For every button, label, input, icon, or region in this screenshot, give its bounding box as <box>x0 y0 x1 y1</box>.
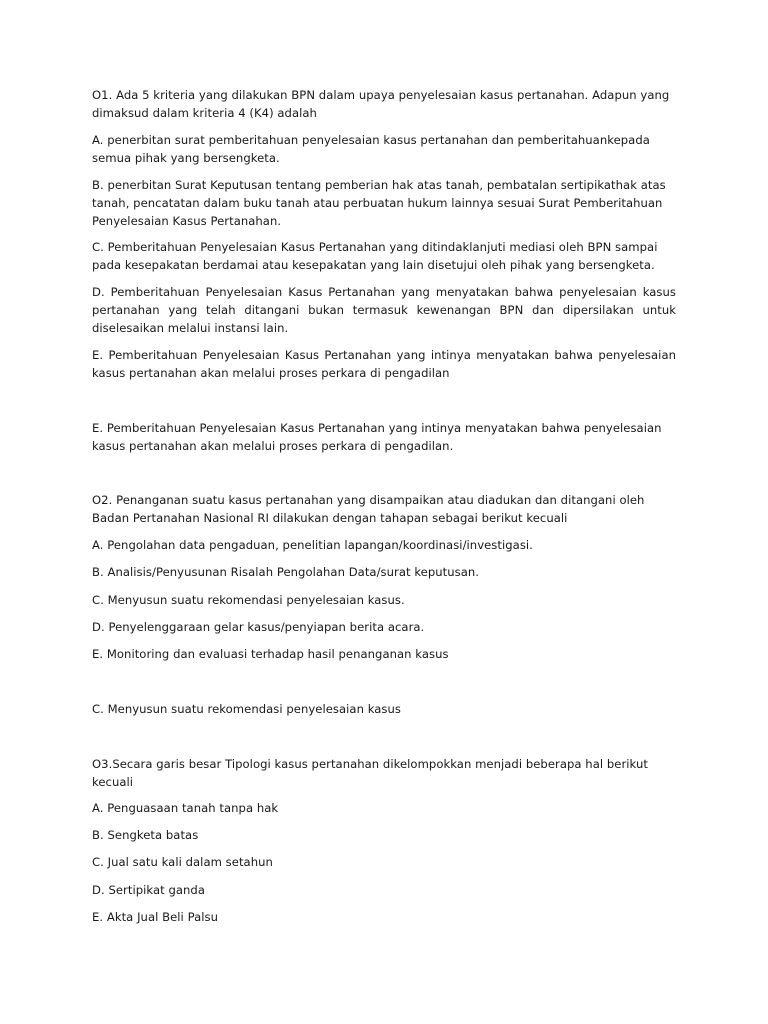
question-2-option-e: E. Monitoring dan evaluasi terhadap hasil penanganan kasus <box>92 647 449 661</box>
question-3-option-e: E. Akta Jual Beli Palsu <box>92 910 219 924</box>
question-3-text: O3.Secara garis besar Tipologi kasus pertanahan dikelompokkan menjadi beberapa hal berikut kecuali <box>92 757 648 790</box>
question-1-option-e: E. Pemberitahuan Penyelesaian Kasus Pertanahan yang intinya menyatakan bahwa penyelesaian kasus pertanahan akan melalui proses perkara di pengadilan <box>92 348 676 381</box>
question-2-answer: C. Menyusun suatu rekomendasi penyelesaian kasus <box>92 702 402 716</box>
question-2-option-a: A. Pengolahan data pengaduan, penelitian lapangan/koordinasi/investigasi. <box>92 538 533 552</box>
question-2-option-c: C. Menyusun suatu rekomendasi penyelesaian kasus. <box>92 593 405 607</box>
question-1-option-c: C. Pemberitahuan Penyelesaian Kasus Pertanahan yang ditindaklanjuti mediasi oleh BPN sampai pada kesepakatan berdamai atau kesepakatan yang lain disetujui oleh pihak yang bersengketa. <box>92 240 658 273</box>
question-3-option-d: D. Sertipikat ganda <box>92 883 205 897</box>
question-1-option-b: B. penerbitan Surat Keputusan tentang pemberian hak atas tanah, pembatalan sertipikathak atas tanah, pencatatan dalam buku tanah atau perbuatan hukum lainnya sesuai Surat Pemberitahuan Penyelesaian Kasus Pertanahan. <box>92 178 666 229</box>
question-1-text: O1. Ada 5 kriteria yang dilakukan BPN dalam upaya penyelesaian kasus pertanahan. Adapun yang dimaksud dalam kriteria 4 (K4) adalah <box>92 88 670 121</box>
question-3-option-b: B. Sengketa batas <box>92 828 199 842</box>
question-3-option-c: C. Jual satu kali dalam setahun <box>92 855 273 869</box>
question-1-option-d: D. Pemberitahuan Penyelesaian Kasus Pertanahan yang menyatakan bahwa penyelesaian kasus pertanahan yang telah ditangani bukan termasuk kewenangan BPN dan dipersilakan untuk diselesaikan melalui instansi lain. <box>92 285 676 336</box>
question-1-answer: E. Pemberitahuan Penyelesaian Kasus Pertanahan yang intinya menyatakan bahwa penyelesaian kasus pertanahan akan melalui proses perkara di pengadilan. <box>92 421 662 454</box>
question-2-option-d: D. Penyelenggaraan gelar kasus/penyiapan berita acara. <box>92 620 425 634</box>
question-2-text: O2. Penanganan suatu kasus pertanahan yang disampaikan atau diadukan dan ditangani oleh Badan Pertanahan Nasional RI dilakukan dengan tahapan sebagai berikut kecuali <box>92 493 645 526</box>
question-1-option-a: A. penerbitan surat pemberitahuan penyelesaian kasus pertanahan dan pemberitahuankepada semua pihak yang bersengketa. <box>92 133 650 166</box>
question-2-option-b: B. Analisis/Penyusunan Risalah Pengolahan Data/surat keputusan. <box>92 565 480 579</box>
question-3-option-a: A. Penguasaan tanah tanpa hak <box>92 801 279 815</box>
